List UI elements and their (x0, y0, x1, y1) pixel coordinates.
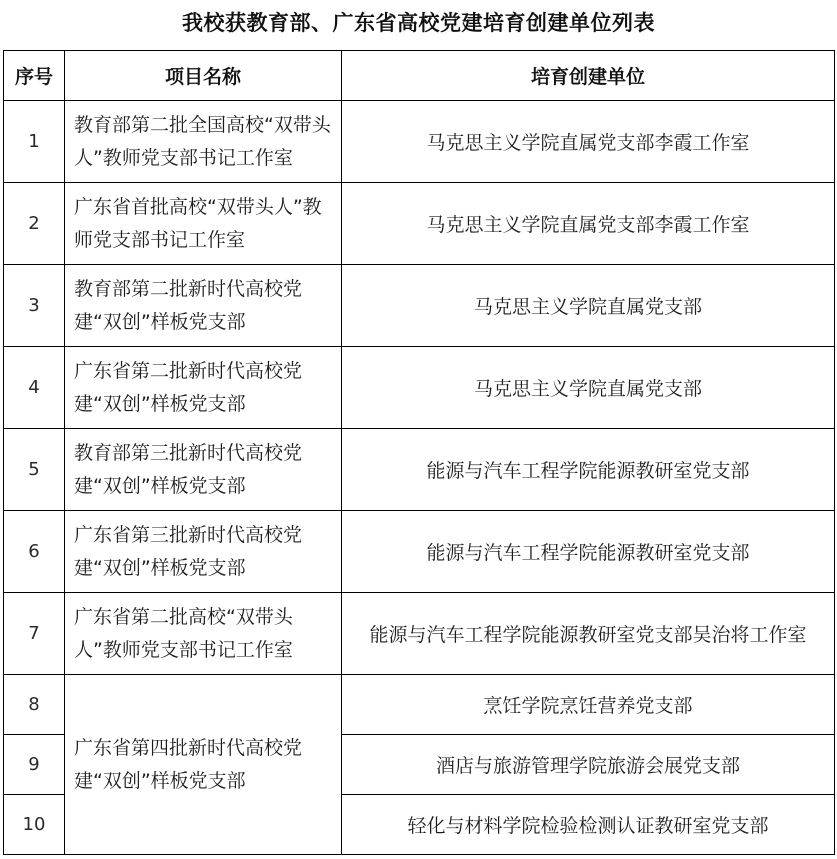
table-row (4, 183, 835, 265)
header-project-name: 项目名称 (65, 51, 342, 101)
cultivation-unit: 能源与汽车工程学院能源教研室党支部吴治将工作室 (342, 593, 835, 675)
serial-number: 1 (4, 101, 65, 183)
project-name-merged: 广东省第四批新时代高校党建“双创”样板党支部 (65, 675, 342, 855)
serial-number: 3 (4, 265, 65, 347)
serial-number: 8 (4, 675, 65, 735)
project-name: 广东省第二批新时代高校党建“双创”样板党支部 (65, 347, 342, 429)
cultivation-unit: 轻化与材料学院检验检测认证教研室党支部 (342, 795, 835, 855)
table-row (4, 593, 835, 675)
serial-number: 4 (4, 347, 65, 429)
project-name: 广东省第二批高校“双带头人”教师党支部书记工作室 (65, 593, 342, 675)
project-name: 教育部第二批新时代高校党建“双创”样板党支部 (65, 265, 342, 347)
cultivation-unit: 烹饪学院烹饪营养党支部 (342, 675, 835, 735)
cultivation-unit: 马克思主义学院直属党支部 (342, 347, 835, 429)
cultivation-unit: 马克思主义学院直属党支部 (342, 265, 835, 347)
cultivation-unit: 马克思主义学院直属党支部李霞工作室 (342, 183, 835, 265)
table-row (4, 429, 835, 511)
cultivation-unit: 能源与汽车工程学院能源教研室党支部 (342, 511, 835, 593)
serial-number: 6 (4, 511, 65, 593)
project-name: 广东省首批高校“双带头人”教师党支部书记工作室 (65, 183, 342, 265)
table-row (4, 265, 835, 347)
cultivation-unit: 马克思主义学院直属党支部李霞工作室 (342, 101, 835, 183)
page-title: 我校获教育部、广东省高校党建培育创建单位列表 (182, 11, 655, 35)
serial-number: 2 (4, 183, 65, 265)
header-cultivation-unit: 培育创建单位 (342, 51, 835, 101)
project-name: 教育部第二批全国高校“双带头人”教师党支部书记工作室 (65, 101, 342, 183)
header-serial-number: 序号 (4, 51, 65, 101)
table-header-row (4, 51, 835, 101)
project-name: 广东省第三批新时代高校党建“双创”样板党支部 (65, 511, 342, 593)
serial-number: 10 (4, 795, 65, 855)
table-row (4, 675, 835, 735)
cultivation-unit: 酒店与旅游管理学院旅游会展党支部 (342, 735, 835, 795)
party-building-units-table (3, 50, 835, 855)
table-row (4, 101, 835, 183)
serial-number: 9 (4, 735, 65, 795)
table-row (4, 347, 835, 429)
serial-number: 5 (4, 429, 65, 511)
cultivation-unit: 能源与汽车工程学院能源教研室党支部 (342, 429, 835, 511)
project-name: 教育部第三批新时代高校党建“双创”样板党支部 (65, 429, 342, 511)
table-row (4, 511, 835, 593)
serial-number: 7 (4, 593, 65, 675)
